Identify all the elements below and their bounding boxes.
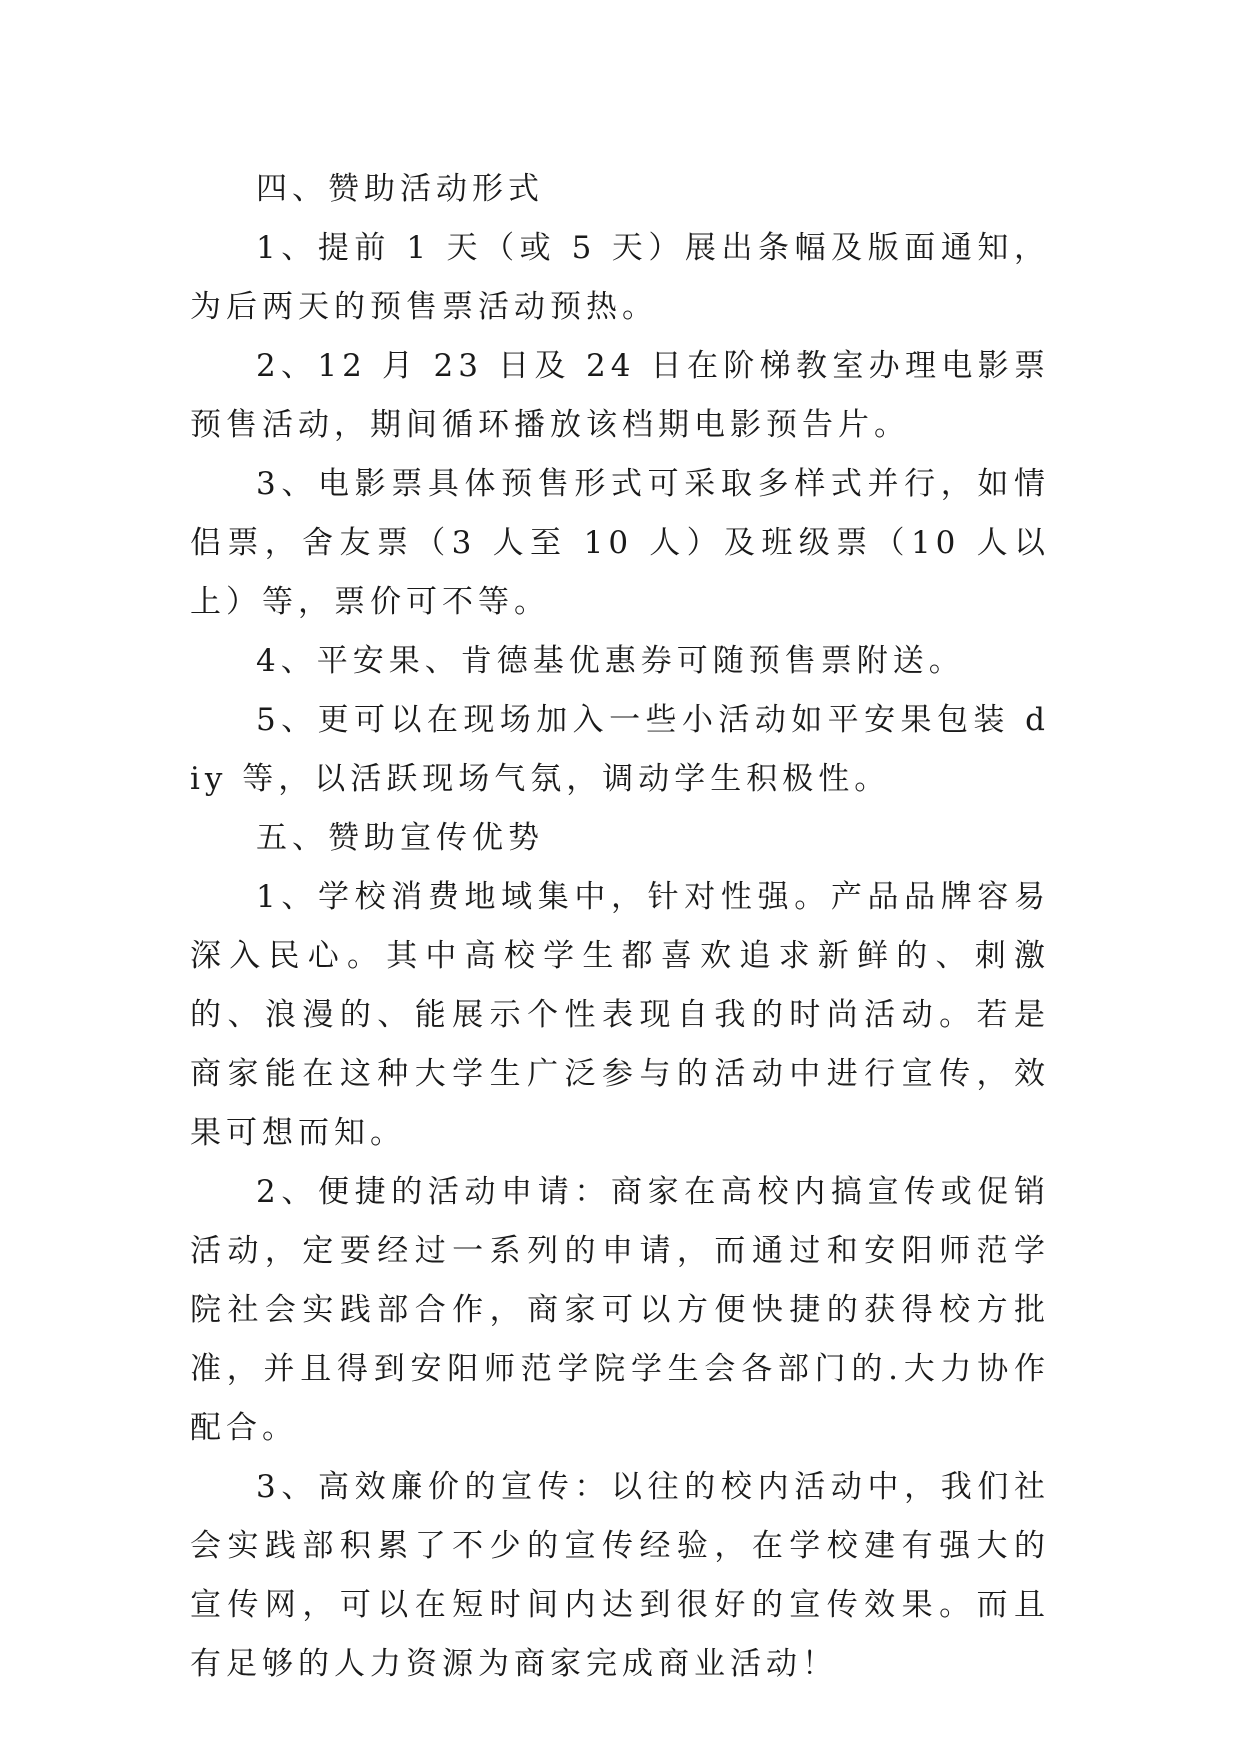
paragraph-item-2: 2、12 月 23 日及 24 日在阶梯教室办理电影票预售活动，期间循环播放该档期电影预告片。 [190,348,1050,443]
section-heading-advantages: 五、赞助宣传优势 [256,820,544,856]
paragraph-advantage-3: 3、高效廉价的宣传：以往的校内活动中，我们社会实践部积累了不少的宣传经验，在学校建有强大的宣传网，可以在短时间内达到很好的宣传效果。而且有足够的人力资源为商家完成商业活动！ [190,1469,1050,1682]
paragraph-item-5: 5、更可以在现场加入一些小活动如平安果包装 diy 等，以活跃现场气氛，调动学生积极性。 [190,702,1050,797]
paragraph-advantage-1: 1、学校消费地域集中，针对性强。产品品牌容易深入民心。其中高校学生都喜欢追求新鲜的、刺激的、浪漫的、能展示个性表现自我的时尚活动。若是商家能在这种大学生广泛参与的活动中进行宣传，效果可想而知。 [190,879,1050,1151]
section-heading-sponsorship-forms: 四、赞助活动形式 [256,171,544,207]
document-body [190,160,1050,1694]
paragraph-item-1: 1、提前 1 天（或 5 天）展出条幅及版面通知，为后两天的预售票活动预热。 [190,230,1050,325]
paragraph-advantage-2: 2、便捷的活动申请：商家在高校内搞宣传或促销活动，定要经过一系列的申请，而通过和安阳师范学院社会实践部合作，商家可以方便快捷的获得校方批准，并且得到安阳师范学院学生会各部门的.大力协作配合。 [190,1174,1050,1446]
paragraph-item-4: 4、平安果、肯德基优惠券可随预售票附送。 [256,643,965,679]
paragraph-item-3: 3、电影票具体预售形式可采取多样式并行，如情侣票，舍友票（3 人至 10 人）及班级票（10 人以上）等，票价可不等。 [190,466,1050,620]
